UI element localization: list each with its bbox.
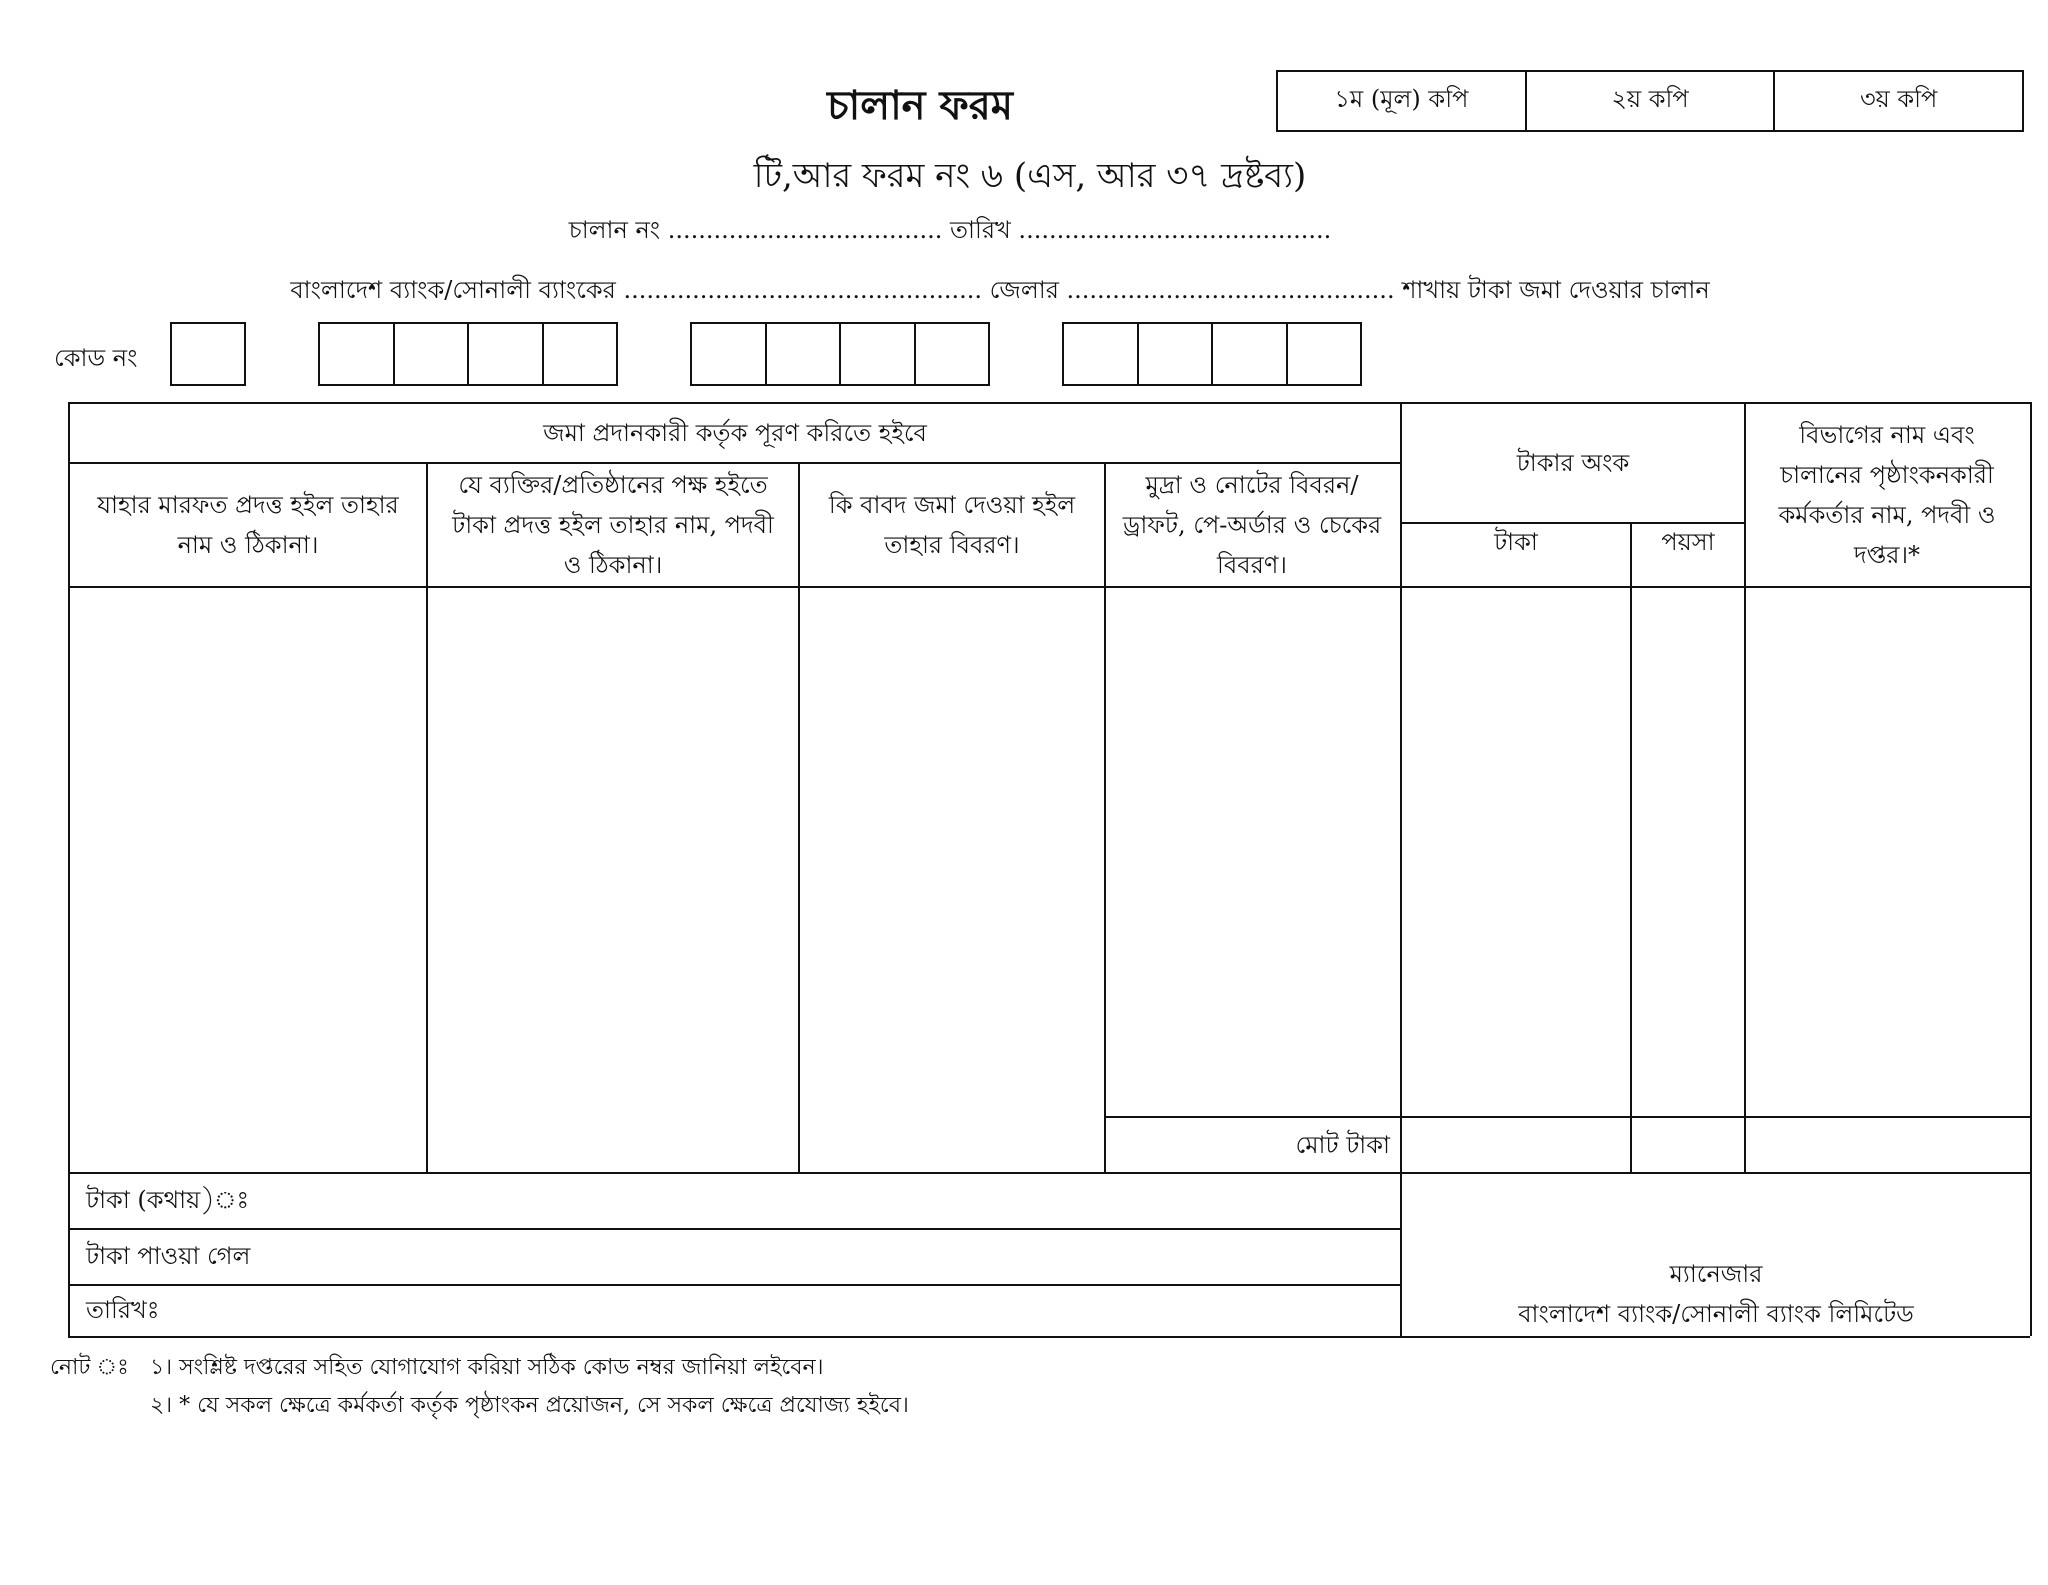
col3-header: কি বাবদ জমা দেওয়া হইল তাহার বিবরণ।: [828, 491, 1076, 559]
received-row-divider: [68, 1284, 1400, 1286]
bank-signature-label: বাংলাদেশ ব্যাংক/সোনালী ব্যাংক লিমিটেড: [1518, 1300, 1914, 1328]
col3-divider: [1104, 462, 1106, 1172]
copy-2-label: ২য় কপি: [1527, 72, 1776, 130]
form-subtitle: টি,আর ফরম নং ৬ (এস, আর ৩৭ দ্রষ্টব্য): [753, 156, 1307, 196]
code-group-4[interactable]: [1062, 322, 1362, 386]
copy-selector: [1276, 70, 2024, 132]
department-header: বিভাগের নাম এবং চালানের পৃষ্ঠাংকনকারী কর্মকর্তার নাম, পদবী ও দপ্তর।*: [1778, 421, 1996, 569]
amount-dept-divider: [1744, 402, 1746, 1172]
taka-poisa-divider: [1630, 522, 1632, 1172]
col1-divider: [426, 462, 428, 1172]
poisa-header: পয়সা: [1661, 528, 1715, 556]
code-label: কোড নং: [54, 344, 138, 372]
date-label: তারিখঃ: [86, 1296, 160, 1324]
note-label: নোট ঃ: [50, 1355, 129, 1380]
page-title: চালান ফরম: [827, 82, 1013, 129]
col4-header: মুদ্রা ও নোটের বিবরন/ ড্রাফট, পে-অর্ডার ও চেকের বিবরণ।: [1122, 471, 1382, 579]
amount-received-label: টাকা পাওয়া গেল: [86, 1242, 251, 1270]
challan-number-date-line[interactable]: চালান নং .................................... তারিখ .........................................: [568, 216, 1332, 244]
total-label: মোট টাকা: [1295, 1131, 1390, 1159]
copy-3-label: ৩য় কপি: [1860, 85, 1938, 113]
depositor-header: জমা প্রদানকারী কর্তৃক পূরণ করিতে হইবে: [543, 419, 927, 447]
bank-branch-line[interactable]: বাংলাদেশ ব্যাংক/সোনালী ব্যাংকের ............................................... জেলার ........................................... শাখায় টাকা জমা দেওয়ার চালান: [290, 276, 1710, 304]
note-2: ২। * যে সকল ক্ষেত্রে কর্মকর্তা কর্তৃক পৃষ্ঠাংকন প্রয়োজন, সে সকল ক্ষেত্রে প্রযোজ্য হইবে।: [150, 1393, 909, 1418]
amount-header: টাকার অংক: [1516, 449, 1630, 477]
amount-in-words-label: টাকা (কথায়)ঃ: [86, 1186, 250, 1214]
total-row-bottom-border: [68, 1172, 2030, 1174]
code-box-1[interactable]: [170, 322, 246, 386]
col2-divider: [798, 462, 800, 1172]
code-group-3[interactable]: [690, 322, 990, 386]
table-right-border: [2030, 402, 2032, 1336]
col1-header: যাহার মারফত প্রদত্ত হইল তাহার নাম ও ঠিকানা।: [97, 491, 399, 559]
note-1: ১। সংশ্লিষ্ট দপ্তরের সহিত যোগাযোগ করিয়া সঠিক কোড নম্বর জানিয়া লইবেন।: [150, 1355, 824, 1380]
header-bottom-border: [68, 586, 2030, 588]
copy-1-label: ১ম (মূল) কপি: [1278, 72, 1527, 130]
table-bottom-border: [68, 1336, 2030, 1338]
code-group-2[interactable]: [318, 322, 618, 386]
col2-header: যে ব্যক্তির/প্রতিষ্ঠানের পক্ষ হইতে টাকা প্রদত্ত হইল তাহার নাম, পদবী ও ঠিকানা।: [452, 471, 774, 579]
in-words-row-divider: [68, 1228, 1400, 1230]
taka-header: টাকা: [1494, 528, 1538, 556]
manager-label: ম্যানেজার: [1669, 1260, 1763, 1288]
